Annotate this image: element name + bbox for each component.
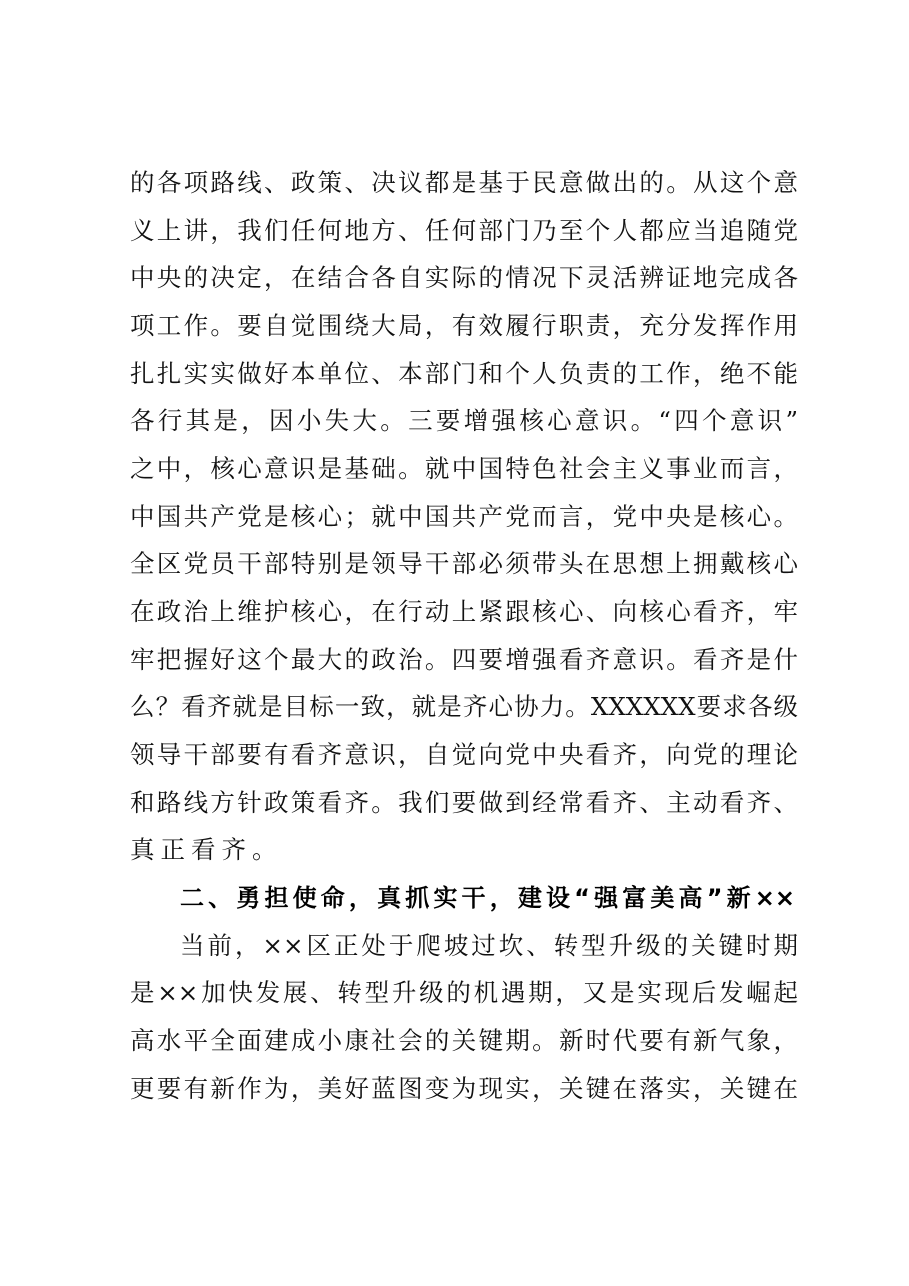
body-line: 牢把握好这个最大的政治。四要增强看齐意识。看齐是什 [130, 645, 798, 674]
body-line: 中国共产党是核心；就中国共产党而言，党中央是核心。 [130, 502, 798, 531]
body-line: 的各项路线、政策、决议都是基于民意做出的。从这个意 [130, 168, 798, 197]
paragraph-line: 更要有新作为，美好蓝图变为现实，关键在落实，关键在 [130, 1074, 798, 1103]
body-line: 各行其是，因小失大。三要增强核心意识。“四个意识” [130, 406, 798, 435]
body-line: 中央的决定，在结合各自实际的情况下灵活辨证地完成各 [130, 263, 798, 292]
body-line: 和路线方针政策看齐。我们要做到经常看齐、主动看齐、 [130, 788, 798, 817]
body-line: 之中，核心意识是基础。就中国特色社会主义事业而言， [130, 454, 798, 483]
paragraph-line: 当前，××区正处于爬坡过坎、转型升级的关键时期 [180, 931, 798, 960]
body-line: 真正看齐。 [130, 835, 283, 864]
body-line: 么？看齐就是目标一致，就是齐心协力。XXXXXX要求各级 [130, 692, 798, 721]
body-line: 扎扎实实做好本单位、本部门和个人负责的工作，绝不能 [130, 359, 798, 388]
body-line: 义上讲，我们任何地方、任何部门乃至个人都应当追随党 [130, 216, 798, 245]
body-line: 在政治上维护核心，在行动上紧跟核心、向核心看齐，牢 [130, 597, 798, 626]
paragraph-line: 高水平全面建成小康社会的关键期。新时代要有新气象， [130, 1026, 798, 1055]
body-line: 全区党员干部特别是领导干部必须带头在思想上拥戴核心 [130, 549, 798, 578]
body-line: 领导干部要有看齐意识，自觉向党中央看齐，向党的理论 [130, 740, 798, 769]
paragraph-line: 是××加快发展、转型升级的机遇期，又是实现后发崛起 [130, 978, 798, 1007]
body-line: 项工作。要自觉围绕大局，有效履行职责，充分发挥作用 [130, 311, 798, 340]
section-heading: 二、勇担使命，真抓实干，建设“强富美高”新×× [180, 884, 795, 912]
